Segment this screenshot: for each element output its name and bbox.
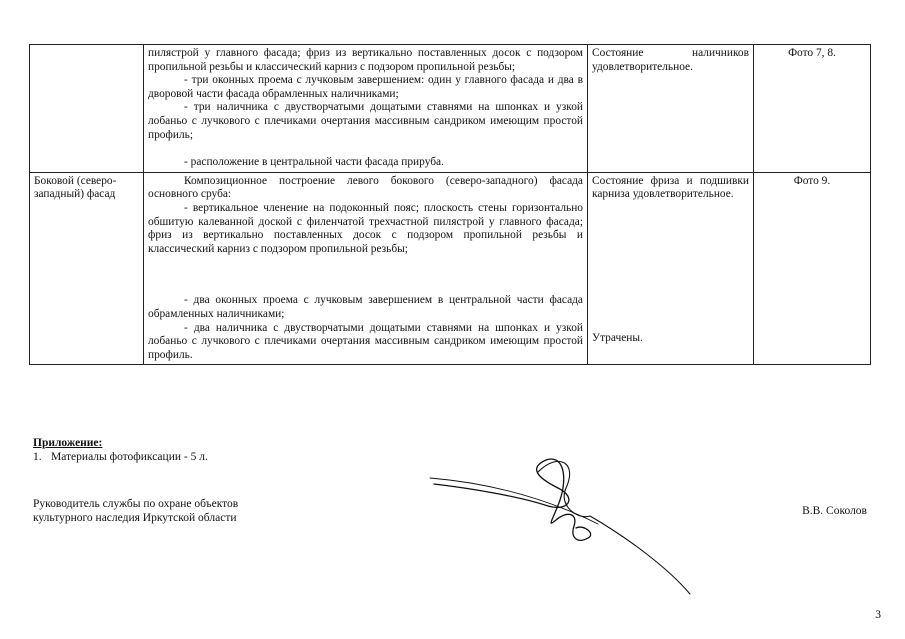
state-cell: Состояние наличников удовлетворительное. bbox=[588, 45, 754, 173]
signer-position-line: культурного наследия Иркутской области bbox=[33, 512, 237, 524]
description-paragraph: Композиционное построение левого бокового (северо-западного) фасада основного сруба: bbox=[148, 174, 583, 201]
table-row bbox=[30, 172, 871, 365]
state-text: Утрачены. bbox=[592, 331, 643, 344]
description-paragraph: - вертикальное членение на подоконный пояс; плоскость стены горизонтально обшитую калеванной доской с филенчатой трехчастной пилястрой у главного фасада; фриз из вертикально поставленных досок с подзором пропильной резьбы и классический карниз с подзором пропильной резьбы; bbox=[148, 201, 583, 255]
description-paragraph: - три наличника с двустворчатыми дощатыми ставнями на шпонках и узкой лобаньо с лучкового с плечиками очертания массивным сандриком имеющим простой профиль; bbox=[148, 101, 583, 141]
element-cell: Боковой (северо-западный) фасад bbox=[30, 172, 144, 365]
appendix bbox=[33, 436, 208, 464]
photo-ref-cell: Фото 9. bbox=[754, 172, 871, 365]
description-paragraph: - три оконных проема с лучковым завершением: один у главного фасада и два в дворовой части фасада обрамленных наличниками; bbox=[148, 74, 583, 100]
description-cell bbox=[144, 45, 588, 173]
handwritten-signature bbox=[428, 448, 698, 598]
description-paragraph: пилястрой у главного фасада; фриз из вертикально поставленных досок с подзором пропильной резьбы и классический карниз с подзором пропильной резьбы; bbox=[148, 47, 583, 73]
state-cell bbox=[588, 172, 754, 365]
object-description-table bbox=[29, 44, 871, 365]
appendix-item-text: Материалы фотофиксации - 5 л. bbox=[51, 451, 208, 463]
description-cell bbox=[144, 172, 588, 365]
page-number: 3 bbox=[875, 609, 881, 621]
description-paragraph: - два оконных проема с лучковым завершением в центральной части фасада обрамленных наличниками; bbox=[148, 294, 583, 320]
signer-position bbox=[33, 497, 238, 525]
description-paragraph: - расположение в центральной части фасада прирубa. bbox=[184, 156, 444, 169]
signer-position-line: Руководитель службы по охране объектов bbox=[33, 498, 239, 510]
element-cell bbox=[30, 45, 144, 173]
signer-name: В.В. Соколов bbox=[802, 505, 867, 517]
state-text: Состояние фриза и подшивки карниза удовлетворительное. bbox=[592, 174, 749, 201]
table-row bbox=[30, 45, 871, 173]
appendix-item-number: 1. bbox=[33, 451, 42, 463]
appendix-item bbox=[33, 450, 208, 464]
description-paragraph: - два наличника с двустворчатыми дощатыми ставнями на шпонках и узкой лобаньо с лучкового с плечиками очертания массивным сандриком имеющим простой профиль. bbox=[148, 321, 583, 361]
photo-ref-cell: Фото 7, 8. bbox=[754, 45, 871, 173]
appendix-title: Приложение: bbox=[33, 437, 103, 449]
